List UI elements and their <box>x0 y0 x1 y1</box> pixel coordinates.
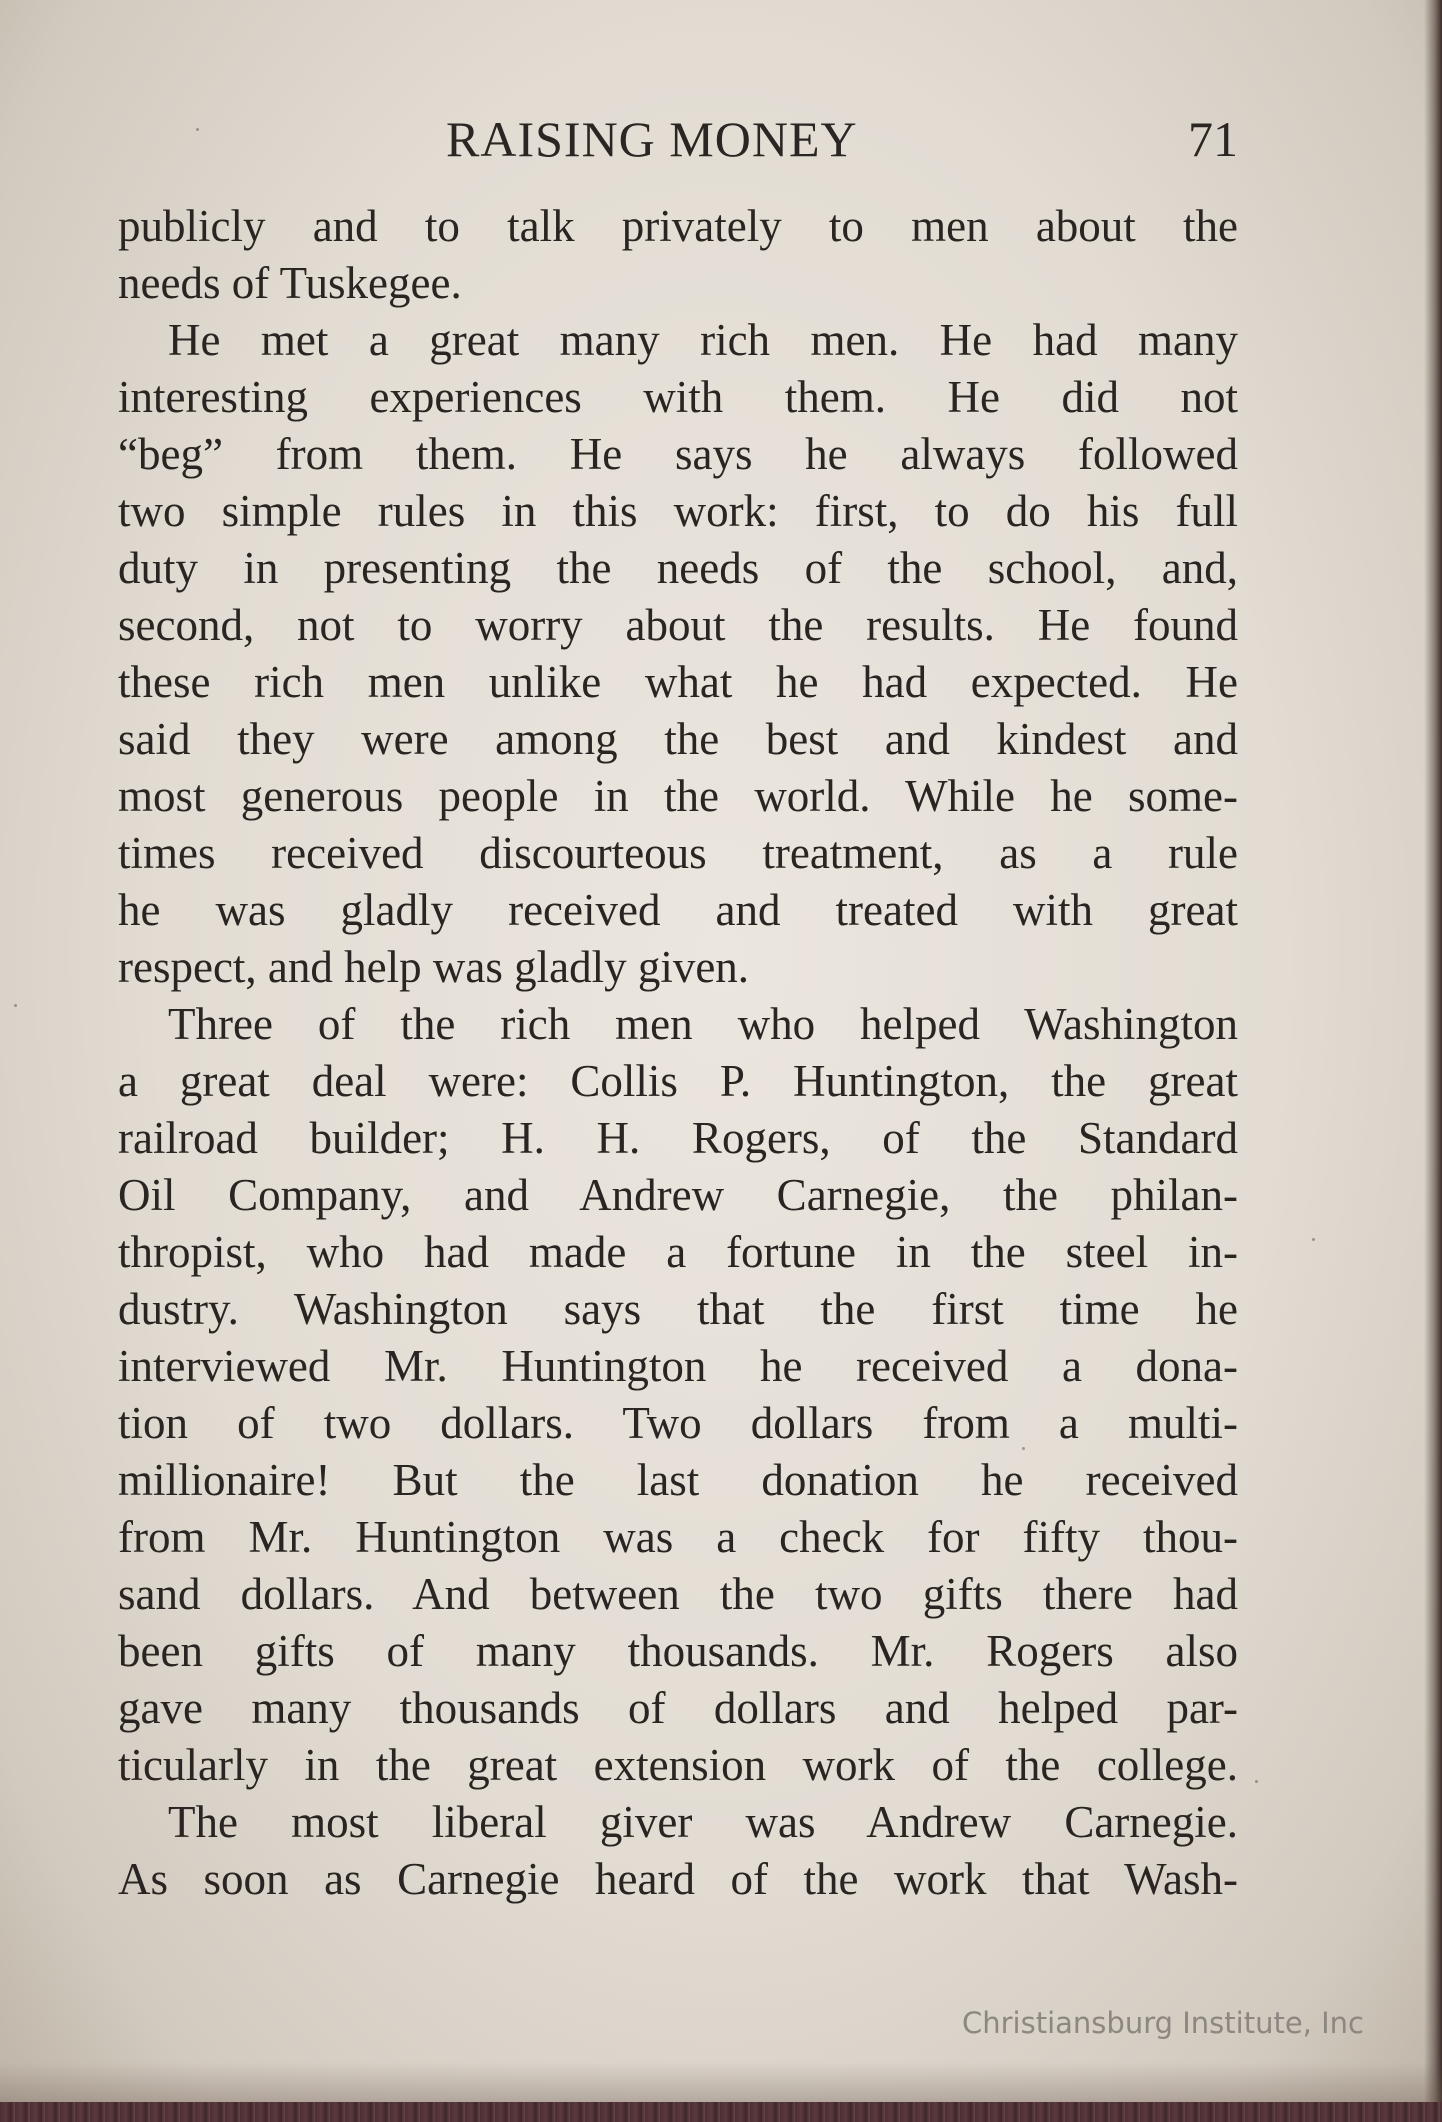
text-line: interviewed Mr. Huntington he received a dona- <box>118 1341 1238 1391</box>
text-line: interesting experiences with them. He did not <box>118 372 1238 422</box>
page-number: 71 <box>1188 111 1238 167</box>
text-line: gave many thousands of dollars and helped par- <box>118 1683 1238 1733</box>
text-line: thropist, who had made a fortune in the steel in- <box>118 1227 1238 1277</box>
text-line: second, not to worry about the results. He found <box>118 600 1238 650</box>
text-line: respect, and help was gladly given. <box>118 942 750 992</box>
text-line: Three of the rich men who helped Washington <box>168 999 1238 1049</box>
paper-speck <box>1255 1780 1258 1783</box>
text-line: he was gladly received and treated with great <box>118 885 1238 935</box>
text-line: millionaire! But the last donation he received <box>118 1455 1238 1505</box>
text-line: a great deal were: Collis P. Huntington, the great <box>118 1056 1238 1106</box>
paper-speck <box>1312 1238 1315 1241</box>
watermark-credit: Christiansburg Institute, Inc <box>962 2006 1364 2040</box>
text-line: publicly and to talk privately to men about the <box>118 201 1238 251</box>
paper-speck <box>14 1004 17 1007</box>
text-line: been gifts of many thousands. Mr. Rogers also <box>118 1626 1238 1676</box>
body-text <box>118 198 1238 1908</box>
text-line: The most liberal giver was Andrew Carnegie. <box>168 1797 1238 1847</box>
page-bottom-shadow <box>0 2062 1442 2102</box>
text-line: He met a great many rich men. He had many <box>168 315 1238 365</box>
text-line: dustry. Washington says that the first time he <box>118 1284 1238 1334</box>
text-line: these rich men unlike what he had expected. He <box>118 657 1238 707</box>
book-binding-edge <box>0 2102 1442 2122</box>
page-right-edge <box>1424 0 1442 2122</box>
text-line: As soon as Carnegie heard of the work that Wash- <box>118 1854 1238 1904</box>
text-line: said they were among the best and kindest and <box>118 714 1238 764</box>
text-line: sand dollars. And between the two gifts there had <box>118 1569 1238 1619</box>
text-line: duty in presenting the needs of the school, and, <box>118 543 1238 593</box>
text-line: most generous people in the world. While he some- <box>118 771 1238 821</box>
text-line: two simple rules in this work: first, to do his full <box>118 486 1238 536</box>
text-line: tion of two dollars. Two dollars from a multi- <box>118 1398 1238 1448</box>
running-head <box>0 110 1442 170</box>
text-line: times received discourteous treatment, as a rule <box>118 828 1238 878</box>
text-line: Oil Company, and Andrew Carnegie, the philan- <box>118 1170 1238 1220</box>
text-line: needs of Tuskegee. <box>118 258 462 308</box>
text-line: ticularly in the great extension work of the college. <box>118 1740 1238 1790</box>
text-line: railroad builder; H. H. Rogers, of the Standard <box>118 1113 1238 1163</box>
chapter-title: RAISING MONEY <box>446 111 858 167</box>
text-line: from Mr. Huntington was a check for fifty thou- <box>118 1512 1238 1562</box>
text-line: “beg” from them. He says he always followed <box>118 429 1238 479</box>
